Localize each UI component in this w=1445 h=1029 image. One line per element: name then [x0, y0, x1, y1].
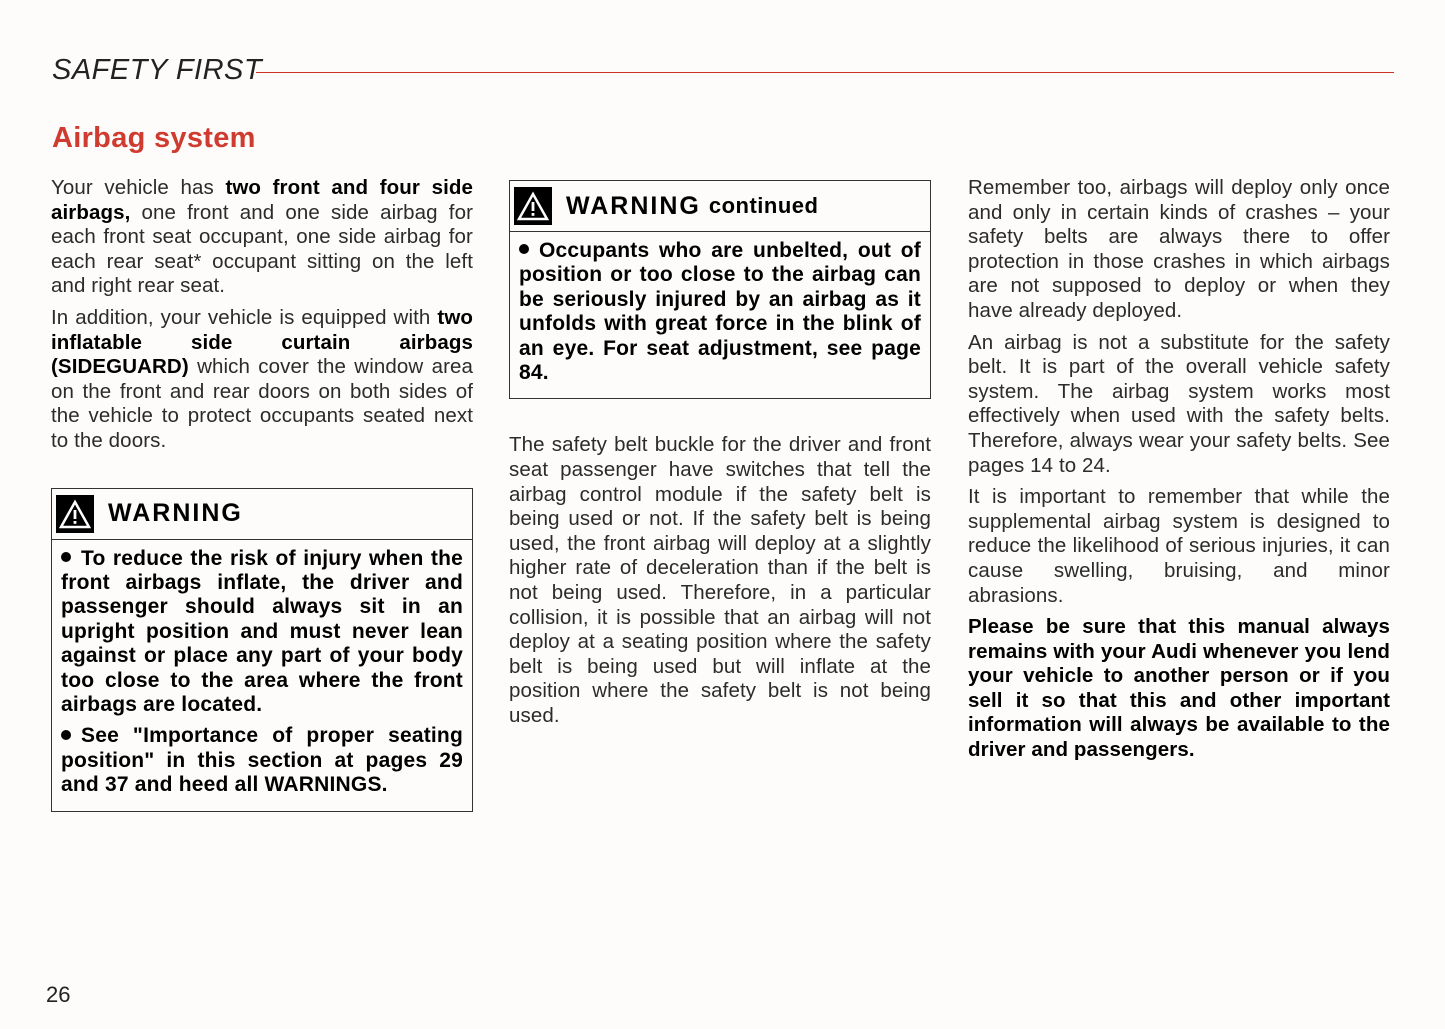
warning-triangle-icon: [56, 495, 94, 533]
curtain-text-1: In addition, your vehicle is equipped with: [51, 305, 438, 329]
warning-continued-bullet: [519, 239, 921, 385]
warning-continued-header: [510, 181, 930, 232]
column-middle: [509, 180, 931, 736]
section-title: Airbag system: [52, 122, 256, 154]
warning-triangle-icon: [514, 187, 552, 225]
bullet-icon: [519, 244, 529, 254]
warning-bullet-1: [61, 547, 463, 718]
page-header: [52, 52, 1394, 92]
warning-continued-title: WARNING: [566, 191, 701, 220]
bullet-icon: [61, 552, 71, 562]
intro-text-2: one front and one side airbag for each front seat occupant, one side airbag for each rear seat* occupant sitting on the left and right rear seat.: [51, 200, 473, 298]
intro-text-1: Your vehicle has: [51, 176, 226, 199]
substitute-paragraph: An airbag is not a substitute for the safety belt. It is part of the overall vehicle safety system. The airbag system works most effectively when used with the safety belts. Therefore, always wear your safety belts. See pages 14 to 24.: [968, 330, 1390, 477]
warning-continued-bullet-text: Occupants who are unbelted, out of position or too close to the airbag can be seriously injured by an airbag as it unfolds with great force in the blink of an eye. For seat adjustment, see page 84.: [519, 239, 921, 385]
warning-header: [52, 489, 472, 540]
warning-bullet-1-text: To reduce the risk of injury when the front airbags inflate, the driver and passenger should always sit in an upright position and must never lean against or place any part of your body too close to the area where the front airbags are located.: [61, 546, 463, 716]
remember-paragraph: Remember too, airbags will deploy only once and only in certain kinds of crashes – your safety belts are always there to offer protection in those crashes in which airbags are not supposed to deploy or when they have already deployed.: [968, 176, 1390, 322]
buckle-paragraph: The safety belt buckle for the driver and front seat passenger have switches that tell the airbag control module if the safety belt is being used or not. If the safety belt is being used, the front airbag will deploy at a slightly higher rate of deceleration than if the belt is not being used. Therefore, in a particular collision, it is possible that an airbag will not deploy at a seating position where the safety belt is being used but will inflate at the position where the safety belt is not being used.: [509, 433, 931, 727]
warning-bullet-2: [61, 724, 463, 797]
curtain-paragraph: [51, 306, 473, 454]
column-right: [968, 176, 1390, 770]
bullet-icon: [61, 730, 71, 740]
warning-body: [52, 540, 472, 811]
warning-continued-body: [510, 232, 930, 398]
warning-box-2: [509, 180, 931, 399]
manual-paragraph: [968, 615, 1390, 763]
column-left: [51, 176, 473, 812]
warning-box-1: [51, 488, 473, 812]
curtain-text-2: which cover the window area on the front and rear doors on both sides of the vehicle to protect occupants seated next to the doors.: [51, 355, 473, 452]
intro-bold: two front and four side airbags,: [51, 176, 473, 224]
intro-paragraph: [51, 176, 473, 299]
important-paragraph: It is important to remember that while the supplemental airbag system is designed to reduce the likelihood of serious injuries, it can cause swelling, bruising, and minor abrasions.: [968, 485, 1390, 607]
header-title: SAFETY FIRST: [52, 54, 263, 86]
warning-continued-subtitle: continued: [708, 193, 819, 218]
header-rule: [256, 72, 1394, 73]
page-number: 26: [46, 982, 71, 1007]
warning-title: WARNING: [108, 499, 243, 528]
manual-bold-text: Please be sure that this manual always remains with your Audi whenever you lend your vehicle to another person or if you sell it so that this and other important information will always be available to the driver and passengers.: [968, 615, 1390, 762]
warning-bullet-2-text: See "Importance of proper seating position" in this section at pages 29 and 37 and heed all WARNINGS.: [61, 724, 463, 797]
curtain-bold: two inflatable side curtain airbags (SIDEGUARD): [51, 305, 473, 379]
